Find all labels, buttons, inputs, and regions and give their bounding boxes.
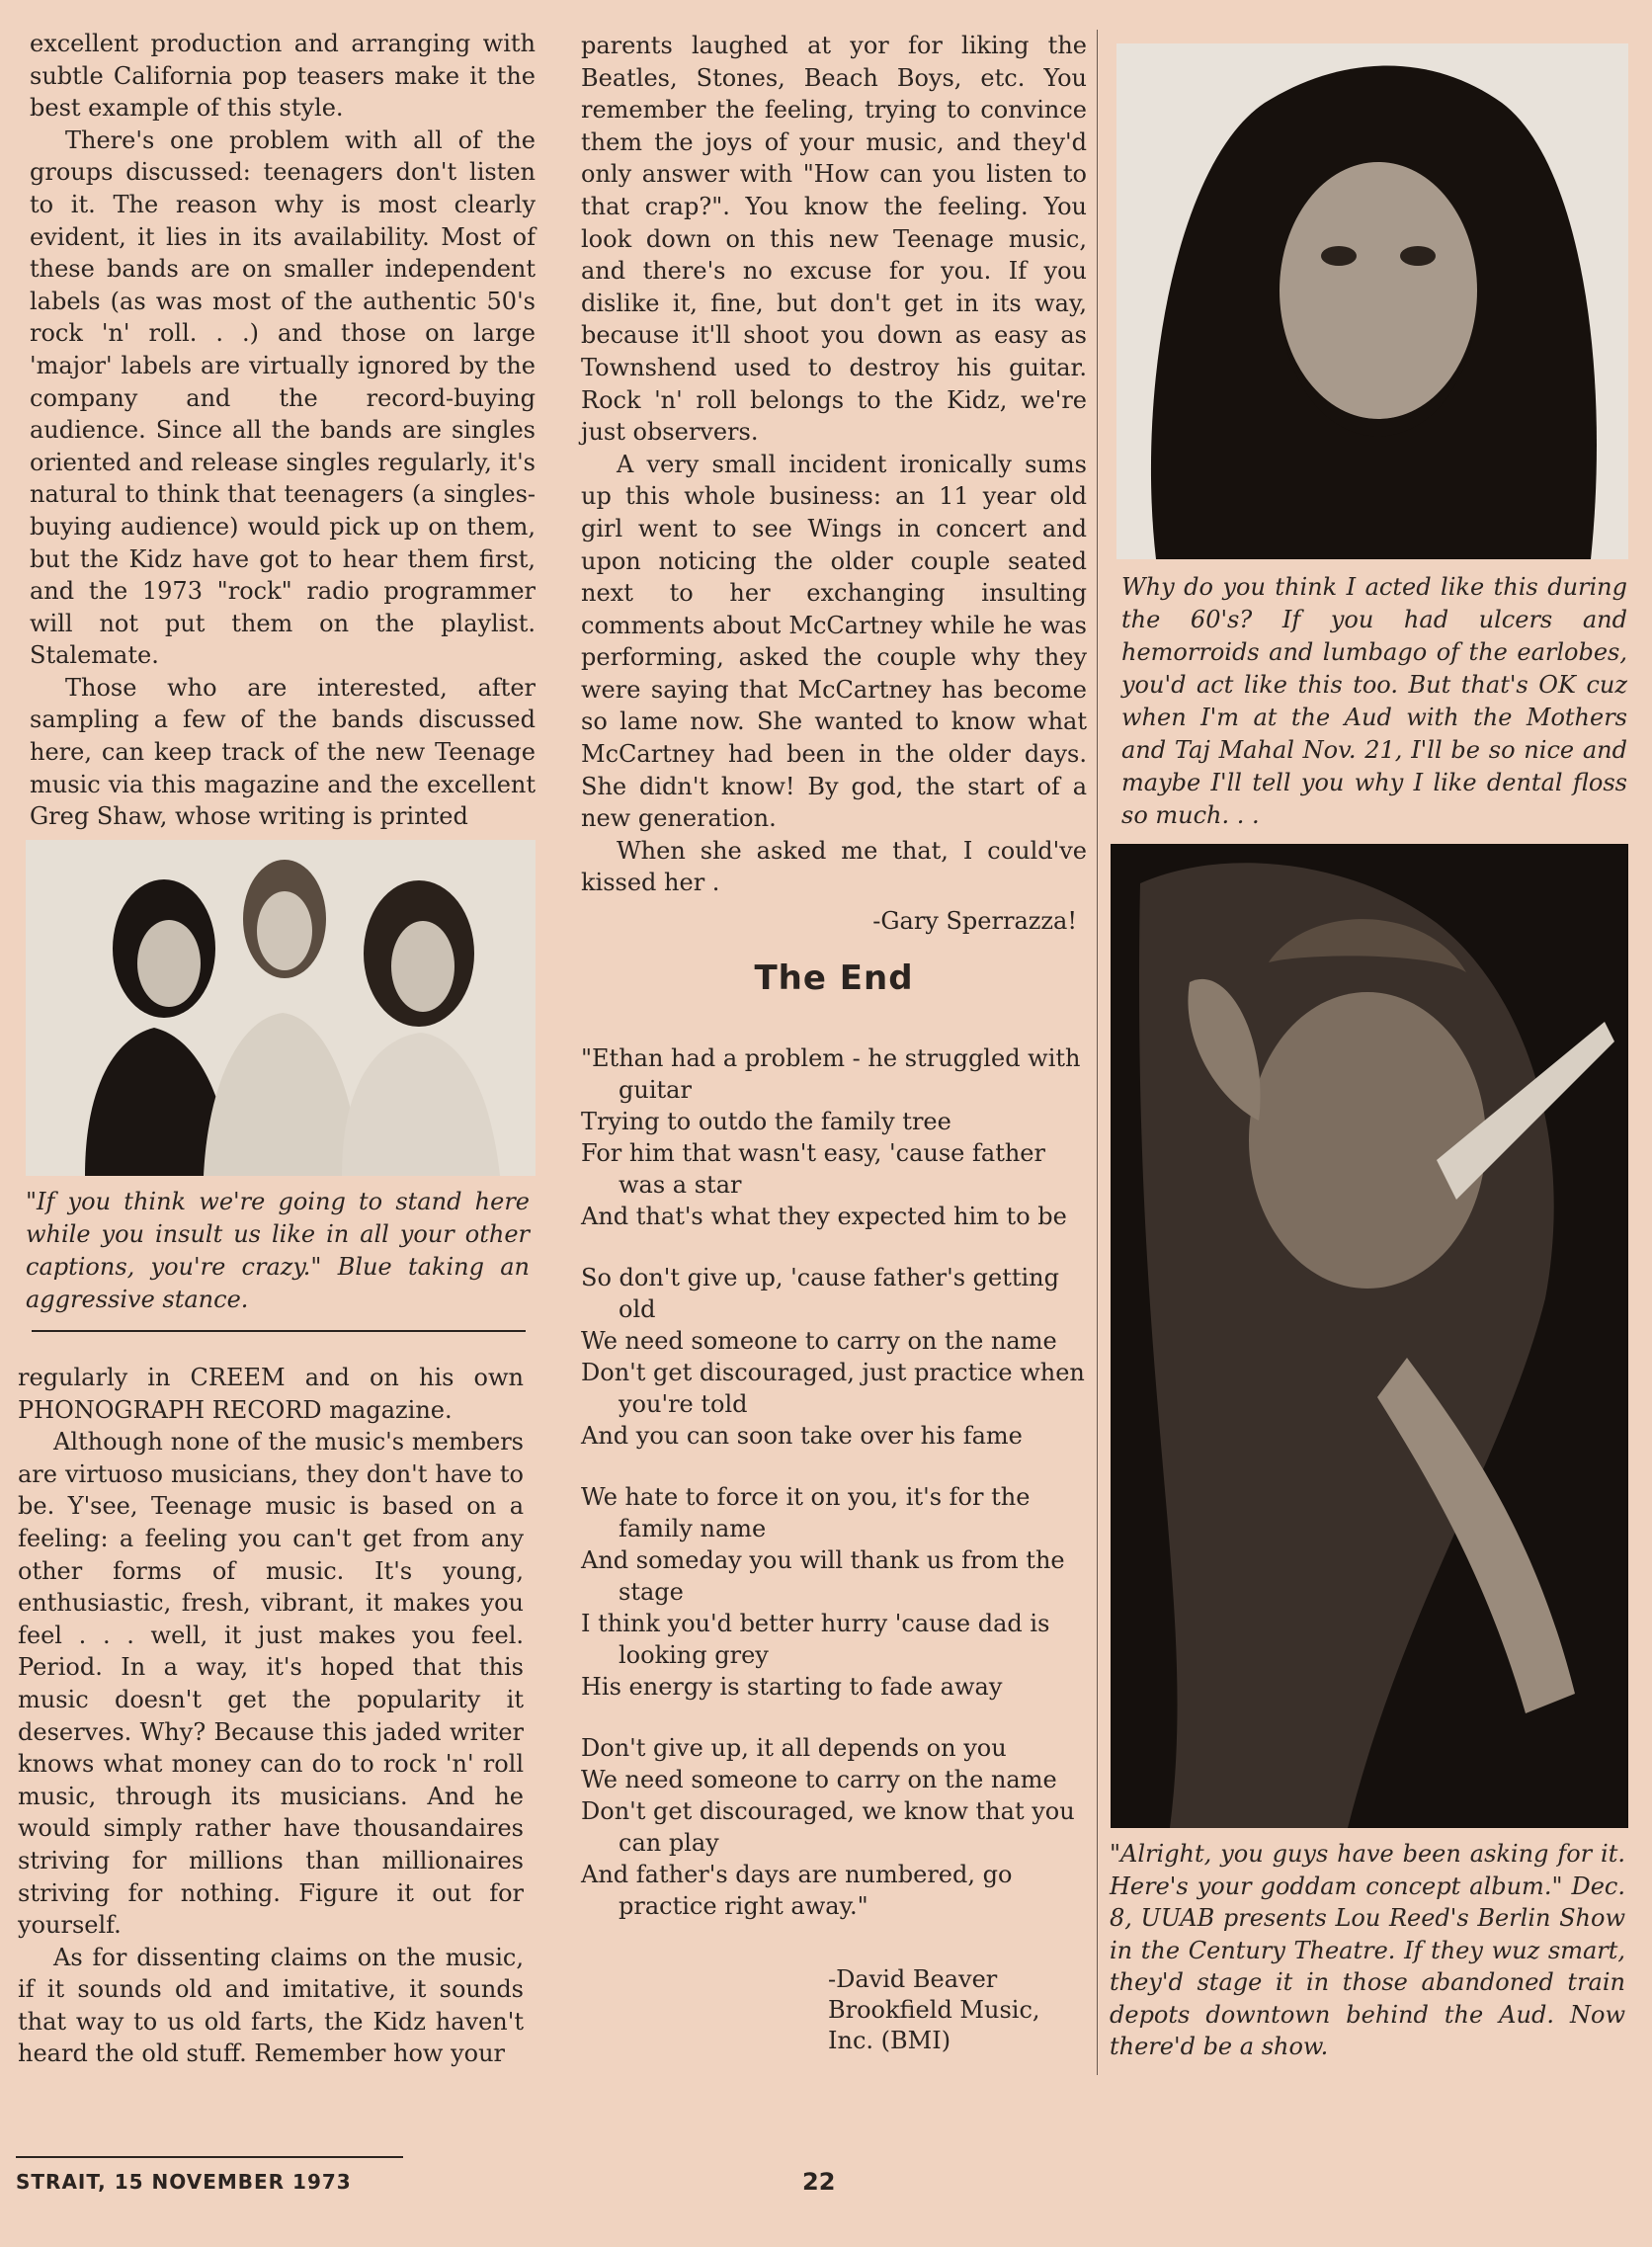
paragraph: When she asked me that, I could've kissed her . (581, 836, 1087, 897)
poem-line: looking grey (619, 1641, 769, 1669)
divider (32, 1330, 526, 1332)
poem-line: guitar (619, 1076, 692, 1104)
poem-line: Don't get discouraged, just practice when (581, 1359, 1085, 1386)
column-divider (1097, 30, 1098, 2075)
paragraph: regularly in CREEM and on his own PHONOGRAPH RECORD magazine. (18, 1364, 524, 1424)
credit-line: Brookfield Music, (828, 1996, 1040, 2024)
poem-line: stage (619, 1578, 684, 1606)
portrait-photo (1116, 43, 1628, 559)
poem-line: can play (619, 1829, 719, 1857)
poem-line: And father's days are numbered, go (581, 1861, 1013, 1888)
poem-stanza (581, 1262, 1095, 1452)
column-1-bottom (18, 1362, 524, 2070)
concert-caption: "Alright, you guys have been asking for it. Here's your goddam concept album." Dec. 8, UUAB presents Lou Reed's Berlin Show in the Century Theatre. If they wuz smart, they'd stage it in those abandoned train depots downtown behind the Aud. Now there'd be a show. (1110, 1840, 1625, 2060)
poem-title: The End (754, 958, 914, 998)
poem-line: old (619, 1295, 656, 1323)
poem-line: We hate to force it on you, it's for the (581, 1483, 1031, 1511)
paragraph: Those who are interested, after sampling a few of the bands discussed here, can keep track of the new Teenage music via this magazine and the excellent Greg Shaw, whose writing is printed (30, 673, 536, 831)
paragraph: A very small incident ironically sums up this whole business: an 11 year old girl went to see Wings in concert and upon noticing the older couple seated next to her exchanging insulting comments about McCartney while he was performing, asked the couple why they were saying that McCartney has become so lame now. She wanted to know what McCartney had been in the older days. She didn't know! By god, the start of a new generation. (581, 450, 1087, 833)
paragraph: excellent production and arranging with subtle California pop teasers make it the best example of this style. (30, 30, 536, 123)
poem-line: practice right away." (619, 1892, 868, 1920)
poem-line: "Ethan had a problem - he struggled with (581, 1044, 1081, 1072)
band-photo-caption: "If you think we're going to stand here while you insult us like in all your other captions, you're crazy." Blue taking an aggressive stance. (26, 1188, 530, 1313)
poem-line: And someday you will thank us from the (581, 1546, 1065, 1574)
credit-line: Inc. (BMI) (828, 2027, 951, 2054)
band-photo (26, 840, 536, 1176)
poem-line: And you can soon take over his fame (581, 1422, 1023, 1450)
paragraph: Although none of the music's members are virtuoso musicians, they don't have to be. Y'see, Teenage music is based on a feeling: a feeling you can't get from any other forms of music. It's young, enthusiastic, fresh, vibrant, it makes you feel . . . well, it just makes you feel. Period. In a way, it's hoped that this music doesn't get the popularity it deserves. Why? Because this jaded writer knows what money can do to rock 'n' roll music, through its musicians. And he would simply rather have thousandaires striving for millions than millionaires striving for nothing. Figure it out for yourself. (18, 1428, 524, 1940)
poem-line: was a star (619, 1171, 742, 1199)
footer-rule (16, 2156, 403, 2158)
poem-line: So don't give up, 'cause father's getting (581, 1264, 1059, 1291)
poem-stanza (581, 1042, 1095, 1232)
publication-footer: STRAIT, 15 NOVEMBER 1973 (16, 2170, 352, 2194)
poem-line: you're told (619, 1390, 748, 1418)
byline: -Gary Sperrazza! (872, 907, 1077, 936)
column-2 (581, 30, 1087, 938)
poem-line: For him that wasn't easy, 'cause father (581, 1139, 1045, 1167)
paragraph: There's one problem with all of the groups discussed: teenagers don't listen to it. The reason why is most clearly evident, it lies in its availability. Most of these bands are on smaller independent labels (as was most of the authentic 50's rock 'n' roll. . .) and those on large 'major' labels are virtually ignored by the company and the record-buying audience. Since all the bands are singles oriented and release singles regularly, it's natural to think that teenagers (a singles-buying audience) would pick up on them, but the Kidz have got to hear them first, and the 1973 "rock" radio programmer will not put them on the playlist. Stalemate. (30, 125, 536, 670)
poem-line: Trying to outdo the family tree (581, 1108, 951, 1135)
poem-line: We need someone to carry on the name (581, 1327, 1057, 1355)
poem-line: Don't give up, it all depends on you (581, 1734, 1007, 1762)
poem-line: I think you'd better hurry 'cause dad is (581, 1610, 1050, 1637)
poem-line: Don't get discouraged, we know that you (581, 1797, 1075, 1825)
song-credit (828, 1964, 1085, 2056)
poem-line: And that's what they expected him to be (581, 1203, 1067, 1230)
poem-line: His energy is starting to fade away (581, 1673, 1003, 1701)
paragraph: parents laughed at yor for liking the Beatles, Stones, Beach Boys, etc. You remember the feeling, trying to convince them the joys of your music, and they'd only answer with "How can you listen to that crap?". You know the feeling. You look down on this new Teenage music, and there's no excuse for you. If you dislike it, fine, but don't get in its way, because it'll shoot you down as easy as Townshend used to destroy his guitar. Rock 'n' roll belongs to the Kidz, we're just observers. (581, 32, 1087, 447)
portrait-caption: Why do you think I acted like this during the 60's? If you had ulcers and hemorroids and lumbago of the earlobes, you'd act like this too. But that's OK cuz when I'm at the Aud with the Mothers and Taj Mahal Nov. 21, I'll be so nice and maybe I'll tell you why I like dental floss so much. . . (1121, 573, 1627, 829)
poem-line: We need someone to carry on the name (581, 1766, 1057, 1793)
poem-stanza (581, 1732, 1095, 1922)
poem (581, 1042, 1095, 1952)
poem-line: family name (619, 1515, 767, 1542)
page-number: 22 (802, 2168, 836, 2196)
paragraph: As for dissenting claims on the music, if it sounds old and imitative, it sounds that way to us old farts, the Kidz haven't heard the old stuff. Remember how your (18, 1943, 524, 2068)
column-1-top (30, 28, 536, 833)
concert-photo (1111, 844, 1628, 1828)
credit-line: -David Beaver (828, 1965, 998, 1993)
poem-stanza (581, 1481, 1095, 1703)
